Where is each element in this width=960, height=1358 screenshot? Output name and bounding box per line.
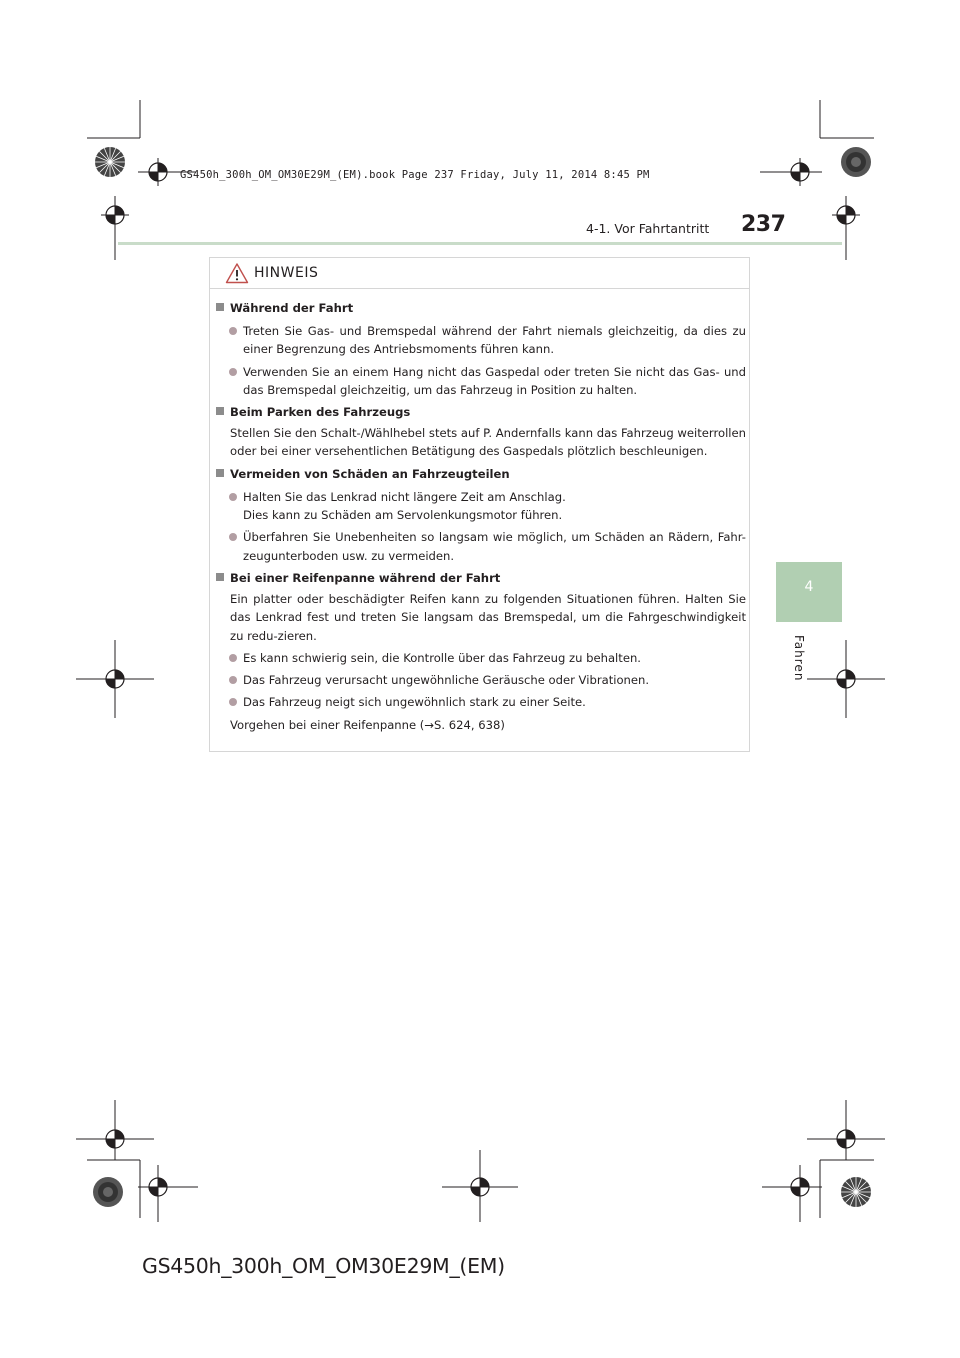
warning-triangle-icon — [225, 262, 249, 284]
square-bullet-icon — [216, 407, 224, 415]
section-paragraph: Stellen Sie den Schalt-/Wählhebel stets auf P. Andernfalls kann das Fahrzeug weiterrollen oder bei einer versehentlichen Betätigung des Gaspedals plötzlich beschleunigen. — [230, 426, 746, 459]
dot-bullet-icon — [229, 654, 237, 662]
square-bullet-icon — [216, 469, 224, 477]
notice-section — [216, 403, 746, 461]
chapter-number: 4 — [804, 579, 814, 595]
notice-title: HINWEIS — [254, 265, 319, 281]
dot-bullet-icon — [229, 676, 237, 684]
section-heading: Vermeiden von Schäden an Fahrzeugteilen — [216, 465, 746, 484]
dot-bullet-icon — [229, 698, 237, 706]
notice-box — [209, 257, 750, 752]
notice-body — [216, 299, 746, 734]
notice-section — [216, 569, 746, 734]
chapter-label: Fahren — [792, 635, 806, 682]
bullet-item: Halten Sie das Lenkrad nicht längere Zeit am Anschlag. Dies kann zu Schäden am Servolenkungsmotor führen. — [216, 488, 746, 525]
bullet-item: Das Fahrzeug verursacht ungewöhnliche Geräusche oder Vibrationen. — [216, 671, 746, 689]
notice-header — [210, 258, 749, 289]
section-heading: Bei einer Reifenpanne während der Fahrt — [216, 569, 746, 588]
bullet-item: Das Fahrzeug neigt sich ungewöhnlich stark zu einer Seite. — [216, 693, 746, 711]
section-title: 4-1. Vor Fahrtantritt — [586, 221, 710, 236]
bullet-item: Überfahren Sie Unebenheiten so langsam wie möglich, um Schäden an Rädern, Fahr-zeugunterboden usw. zu vermeiden. — [216, 528, 746, 565]
page-number: 237 — [741, 212, 786, 237]
bullet-continuation: Dies kann zu Schäden am Servolenkungsmotor führen. — [243, 508, 563, 523]
dot-bullet-icon — [229, 368, 237, 376]
document-code: GS450h_300h_OM_OM30E29M_(EM) — [142, 1254, 505, 1278]
notice-section — [216, 465, 746, 565]
square-bullet-icon — [216, 303, 224, 311]
bullet-item: Verwenden Sie an einem Hang nicht das Gaspedal oder treten Sie nicht das Gas- und das Bremspedal gleichzeitig, um das Fahrzeug in Position zu halten. — [216, 363, 746, 400]
section-heading: Während der Fahrt — [216, 299, 746, 318]
book-info-line: GS450h_300h_OM_OM30E29M_(EM).book Page 237 Friday, July 11, 2014 8:45 PM — [180, 169, 650, 181]
dot-bullet-icon — [229, 533, 237, 541]
dot-bullet-icon — [229, 327, 237, 335]
section-heading: Beim Parken des Fahrzeugs — [216, 403, 746, 422]
section-paragraph: Ein platter oder beschädigter Reifen kann zu folgenden Situationen führen. Halten Sie das Lenkrad fest und treten Sie langsam das Bremspedal, um die Fahrgeschwindigkeit zu redu-zieren. — [230, 591, 746, 643]
cross-reference-link[interactable]: Vorgehen bei einer Reifenpanne (→S. 624, 638) — [230, 717, 505, 732]
chapter-tab[interactable] — [776, 562, 842, 622]
dot-bullet-icon — [229, 493, 237, 501]
square-bullet-icon — [216, 573, 224, 581]
bullet-item: Treten Sie Gas- und Bremspedal während der Fahrt niemals gleichzeitig, da dies zu einer Begrenzung des Antriebsmoments führen kann. — [216, 322, 746, 359]
bullet-item: Es kann schwierig sein, die Kontrolle über das Fahrzeug zu behalten. — [216, 649, 746, 667]
header-rule — [118, 242, 842, 245]
notice-section — [216, 299, 746, 399]
